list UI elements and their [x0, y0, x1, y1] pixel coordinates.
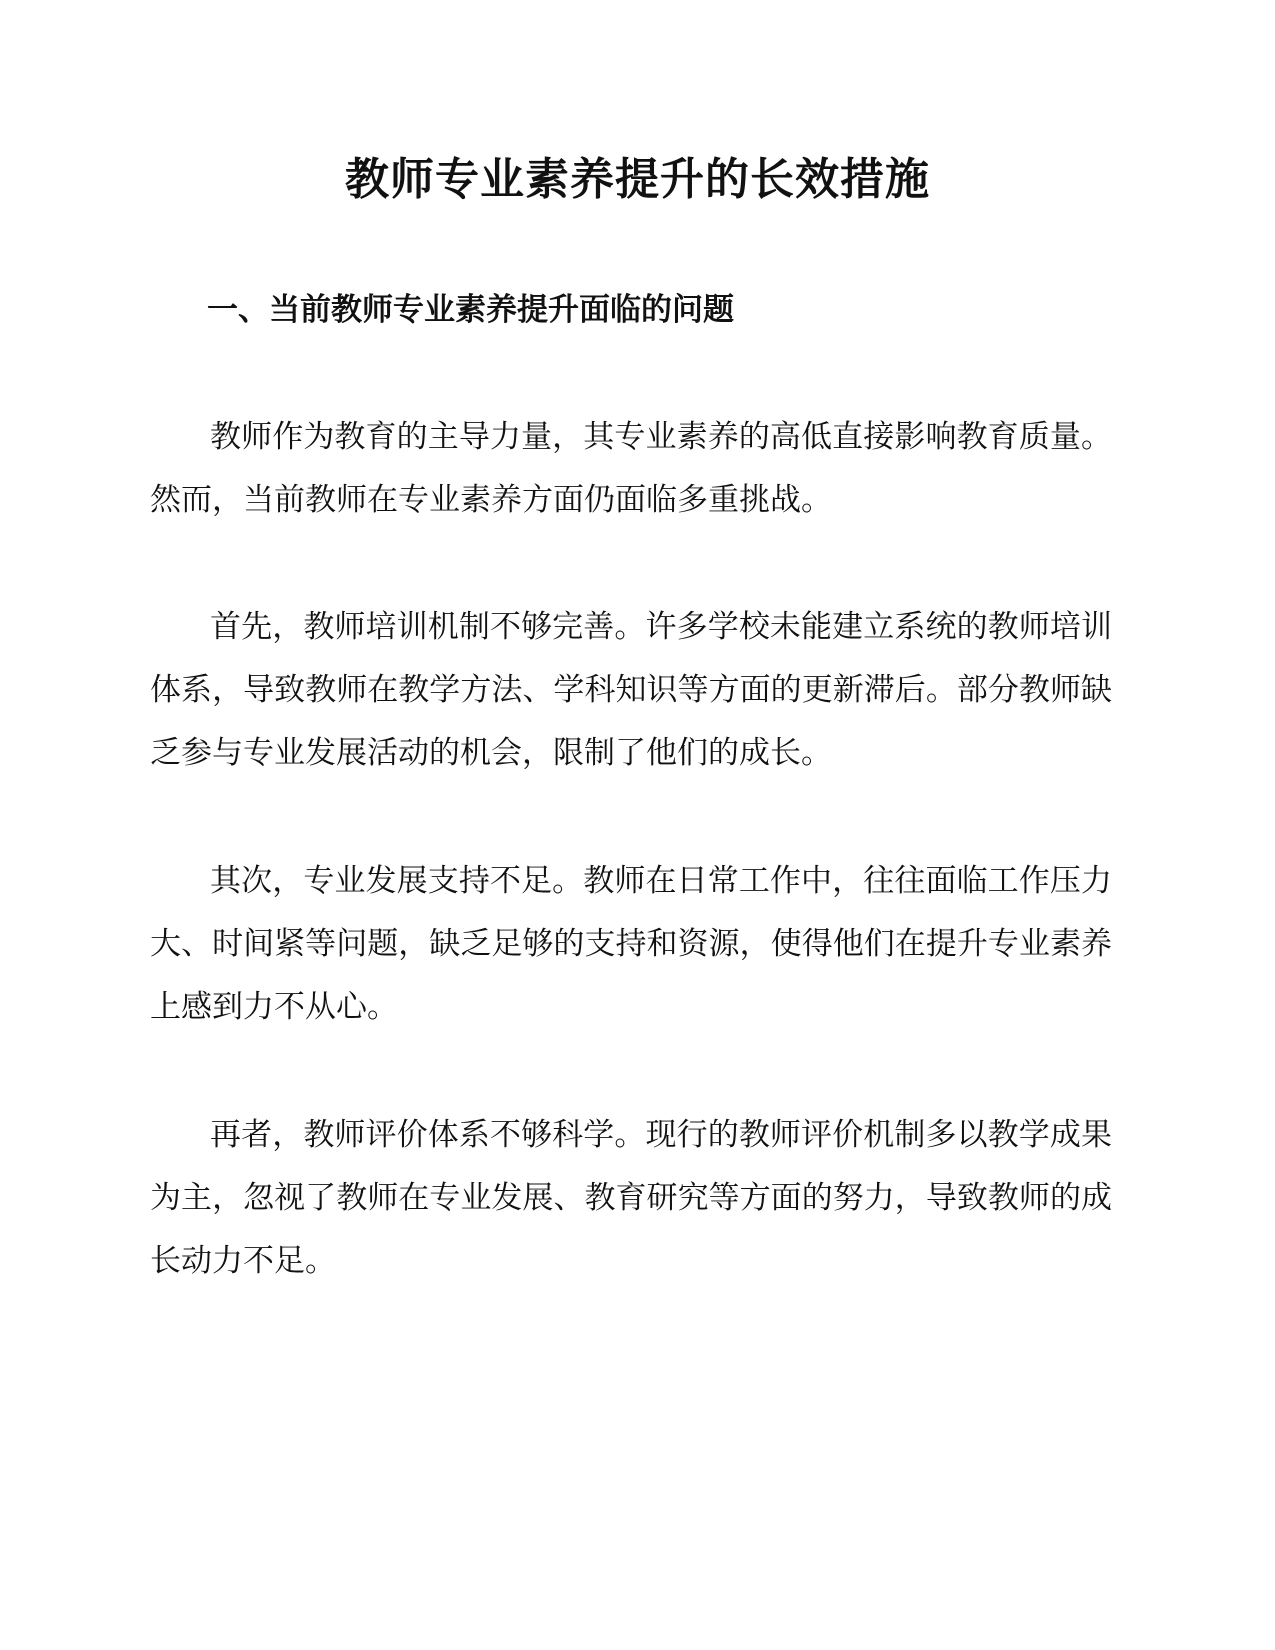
paragraph-training: 首先，教师培训机制不够完善。许多学校未能建立系统的教师培训体系，导致教师在教学方法、学科知识等方面的更新滞后。部分教师缺乏参与专业发展活动的机会，限制了他们的成长。: [150, 609, 1112, 771]
paragraph-intro: 教师作为教育的主导力量，其专业素养的高低直接影响教育质量。然而，当前教师在专业素养方面仍面临多重挑战。: [150, 419, 1112, 518]
paragraph-support: 其次，专业发展支持不足。教师在日常工作中，往往面临工作压力大、时间紧等问题，缺乏足够的支持和资源，使得他们在提升专业素养上感到力不从心。: [150, 863, 1112, 1025]
paragraph-evaluation: 再者，教师评价体系不够科学。现行的教师评价机制多以教学成果为主，忽视了教师在专业发展、教育研究等方面的努力，导致教师的成长动力不足。: [150, 1117, 1112, 1279]
section-heading: 一、当前教师专业素养提升面临的问题: [207, 292, 734, 328]
document-title: 教师专业素养提升的长效措施: [345, 154, 930, 205]
